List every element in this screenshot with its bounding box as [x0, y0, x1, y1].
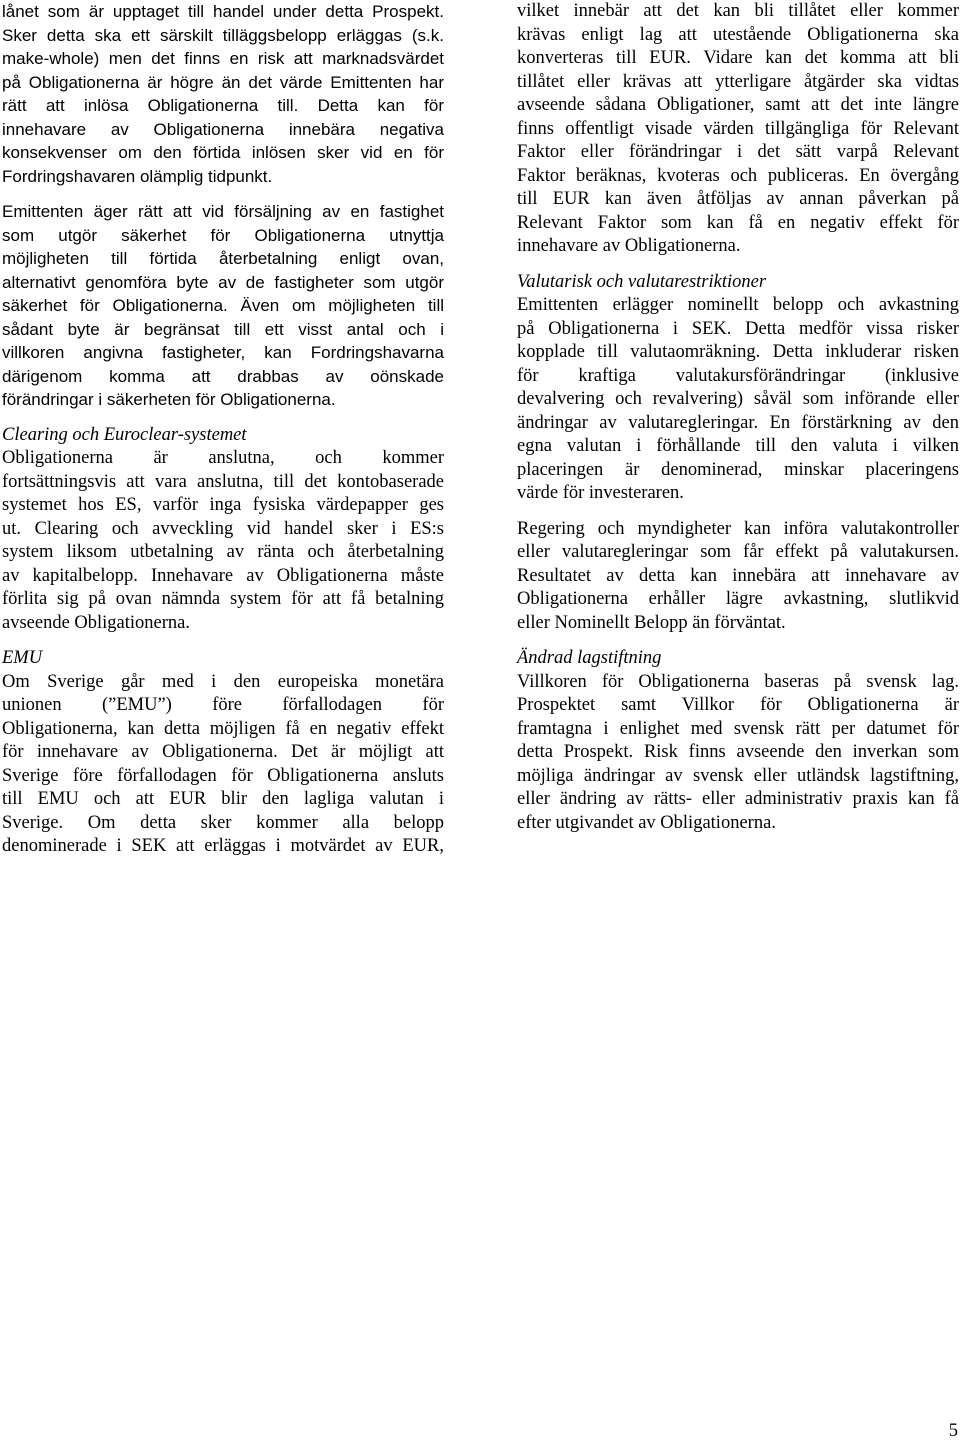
text-line: ut. Clearing och avveckling vid handel sker i ES:s — [2, 518, 444, 539]
text-line: Faktor eller förändringar i det sätt varpå Relevant — [517, 142, 959, 162]
paragraph-p7 — [517, 518, 959, 636]
section-heading: Ändrad lagstiftning — [517, 648, 662, 668]
text-line: framtagna i enlighet med svensk rätt per datumet för — [517, 718, 959, 739]
text-line: Emittenten erlägger nominellt belopp och avkastning — [517, 295, 959, 315]
text-line: värde för investeraren. — [517, 483, 684, 503]
text-line: av kapitalbelopp. Innehavare av Obligationerna måste — [2, 565, 444, 586]
paragraph-p4 — [2, 647, 444, 859]
text-line: möjliga ändringar av svensk eller utländsk lagstiftning, — [517, 765, 959, 786]
text-line: egna valutan i förhållande till den valuta i vilken — [517, 436, 959, 456]
text-line: Sverige före förfallodagen för Obligationerna ansluts — [2, 765, 444, 786]
text-line: tillåtet eller krävas att ytterligare åtgärder ska vidtas — [517, 71, 959, 92]
text-line: konsekvenser om den förtida inlösen sker vid en för — [2, 143, 444, 162]
text-line: unionen (”EMU”) före förfallodagen för — [2, 695, 444, 715]
page-number: 5 — [948, 1421, 958, 1441]
text-line: Sker detta ska ett särskilt tilläggsbelopp erläggas (s.k. — [2, 25, 444, 45]
text-line: eller ändring av rätts- eller administrativ praxis kan få — [517, 789, 959, 809]
text-line: Emittenten äger rätt att vid försäljning av en fastighet — [2, 202, 444, 221]
text-line: på Obligationerna i SEK. Detta medför vissa risker — [517, 318, 959, 339]
text-line: vilket innebär att det kan bli tillåtet eller kommer — [517, 1, 959, 21]
text-line: möjligheten till förtida återbetalning enligt ovan, — [2, 249, 444, 268]
text-line: som utgör säkerhet för Obligationerna utnyttja — [2, 225, 444, 245]
text-line: därigenom komma att drabbas av oönskade — [2, 366, 444, 386]
text-line: Obligationerna är anslutna, och kommer — [2, 448, 444, 468]
text-line: Faktor beräknas, kvoteras och publiceras. En övergång — [517, 165, 959, 186]
text-line: system liksom utbetalning av ränta och återbetalning — [2, 542, 444, 562]
right-column — [517, 0, 959, 835]
section-heading: Valutarisk och valutarestriktioner — [517, 271, 767, 292]
text-line: alternativt genomföra byte av de fastigheter som utgör — [2, 272, 444, 292]
text-line: kopplade till valutaomräkning. Detta inkluderar risken — [517, 342, 959, 362]
text-line: eller Nominellt Belopp än förväntat. — [517, 612, 786, 633]
paragraph-p1 — [2, 0, 444, 188]
text-line: villkoren angivna fastigheter, kan Fordringshavarna — [2, 343, 444, 362]
text-line: för innehavare av Obligationerna. Det är möjligt att — [2, 742, 444, 762]
text-line: förändringar i säkerheten för Obligationerna. — [2, 390, 336, 409]
text-line: förlita sig på ovan nämnda system för att få betalning — [2, 589, 444, 609]
text-line: Sverige. Om detta sker kommer alla belopp — [2, 812, 444, 833]
text-line: Om Sverige går med i den europeiska monetära — [2, 671, 444, 692]
text-line: till EMU och att EUR blir den lagliga valutan i — [2, 789, 444, 809]
text-line: till EUR kan även åtföljas av annan påverkan på — [517, 189, 959, 209]
paragraph-p6 — [517, 271, 959, 506]
paragraph-p3 — [2, 424, 444, 636]
text-line: Regering och myndigheter kan införa valutakontroller — [517, 518, 959, 539]
text-line: finns offentligt visade värden tillgängliga för Relevant — [517, 118, 959, 139]
text-line: make-whole) men det finns en risk att marknadsvärdet — [2, 49, 444, 68]
text-line: denominerade i SEK att erläggas i motvärdet av EUR, — [2, 836, 444, 856]
text-line: Obligationerna, kan detta möjligen få en negativ effekt — [2, 718, 444, 739]
text-line: säkerhet för Obligationerna. Även om möjligheten till — [2, 296, 444, 315]
text-line: för kraftiga valutakursförändringar (inklusive — [517, 365, 959, 386]
paragraph-p5 — [517, 0, 959, 259]
text-line: Resultatet av detta kan innebära att innehavare av — [517, 565, 959, 586]
text-line: placeringen är denominerad, minskar placeringens — [517, 459, 959, 480]
text-line: på Obligationerna är högre än det värde Emittenten har — [2, 72, 444, 92]
section-heading: EMU — [2, 648, 43, 668]
text-line: efter utgivandet av Obligationerna. — [517, 812, 776, 833]
text-line: konverteras till EUR. Vidare kan det komma att bli — [517, 48, 959, 68]
text-line: lånet som är upptaget till handel under detta Prospekt. — [2, 2, 444, 21]
left-column — [2, 0, 444, 859]
text-line: krävas enligt lag att utestående Obligationerna ska — [517, 24, 959, 45]
paragraph-p8 — [517, 647, 959, 835]
text-line: fortsättningsvis att vara anslutna, till det kontobaserade — [2, 471, 444, 492]
text-line: sådant byte är begränsat till ett visst antal och i — [2, 319, 444, 339]
text-line: rätt att inlösa Obligationerna till. Detta kan för — [2, 96, 444, 115]
text-line: systemet hos ES, varför inga fysiska värdepapper ges — [2, 495, 444, 515]
paragraph-p2 — [2, 200, 444, 412]
text-line: detta Prospekt. Risk finns avseende den inverkan som — [517, 742, 959, 762]
text-line: eller valutaregleringar som får effekt på valutakursen. — [517, 542, 959, 562]
text-line: avseende sådana Obligationer, samt att det inte längre — [517, 95, 959, 115]
text-line: Fordringshavaren olämplig tidpunkt. — [2, 166, 273, 186]
text-line: Villkoren för Obligationerna baseras på svensk lag. — [517, 671, 959, 692]
section-heading: Clearing och Euroclear-systemet — [2, 424, 247, 445]
text-line: avseende Obligationerna. — [2, 612, 191, 633]
text-line: Obligationerna erhåller lägre avkastning, slutlikvid — [517, 589, 959, 609]
text-line: innehavare av Obligationerna innebära negativa — [2, 119, 444, 139]
text-line: innehavare av Obligationerna. — [517, 236, 741, 256]
text-line: ändringar av valutaregleringar. En förstärkning av den — [517, 412, 959, 433]
text-line: devalvering och revalvering) såväl som införande eller — [517, 389, 959, 409]
text-line: Prospektet samt Villkor för Obligationerna är — [517, 695, 959, 715]
text-line: Relevant Faktor som kan få en negativ effekt för — [517, 212, 959, 233]
